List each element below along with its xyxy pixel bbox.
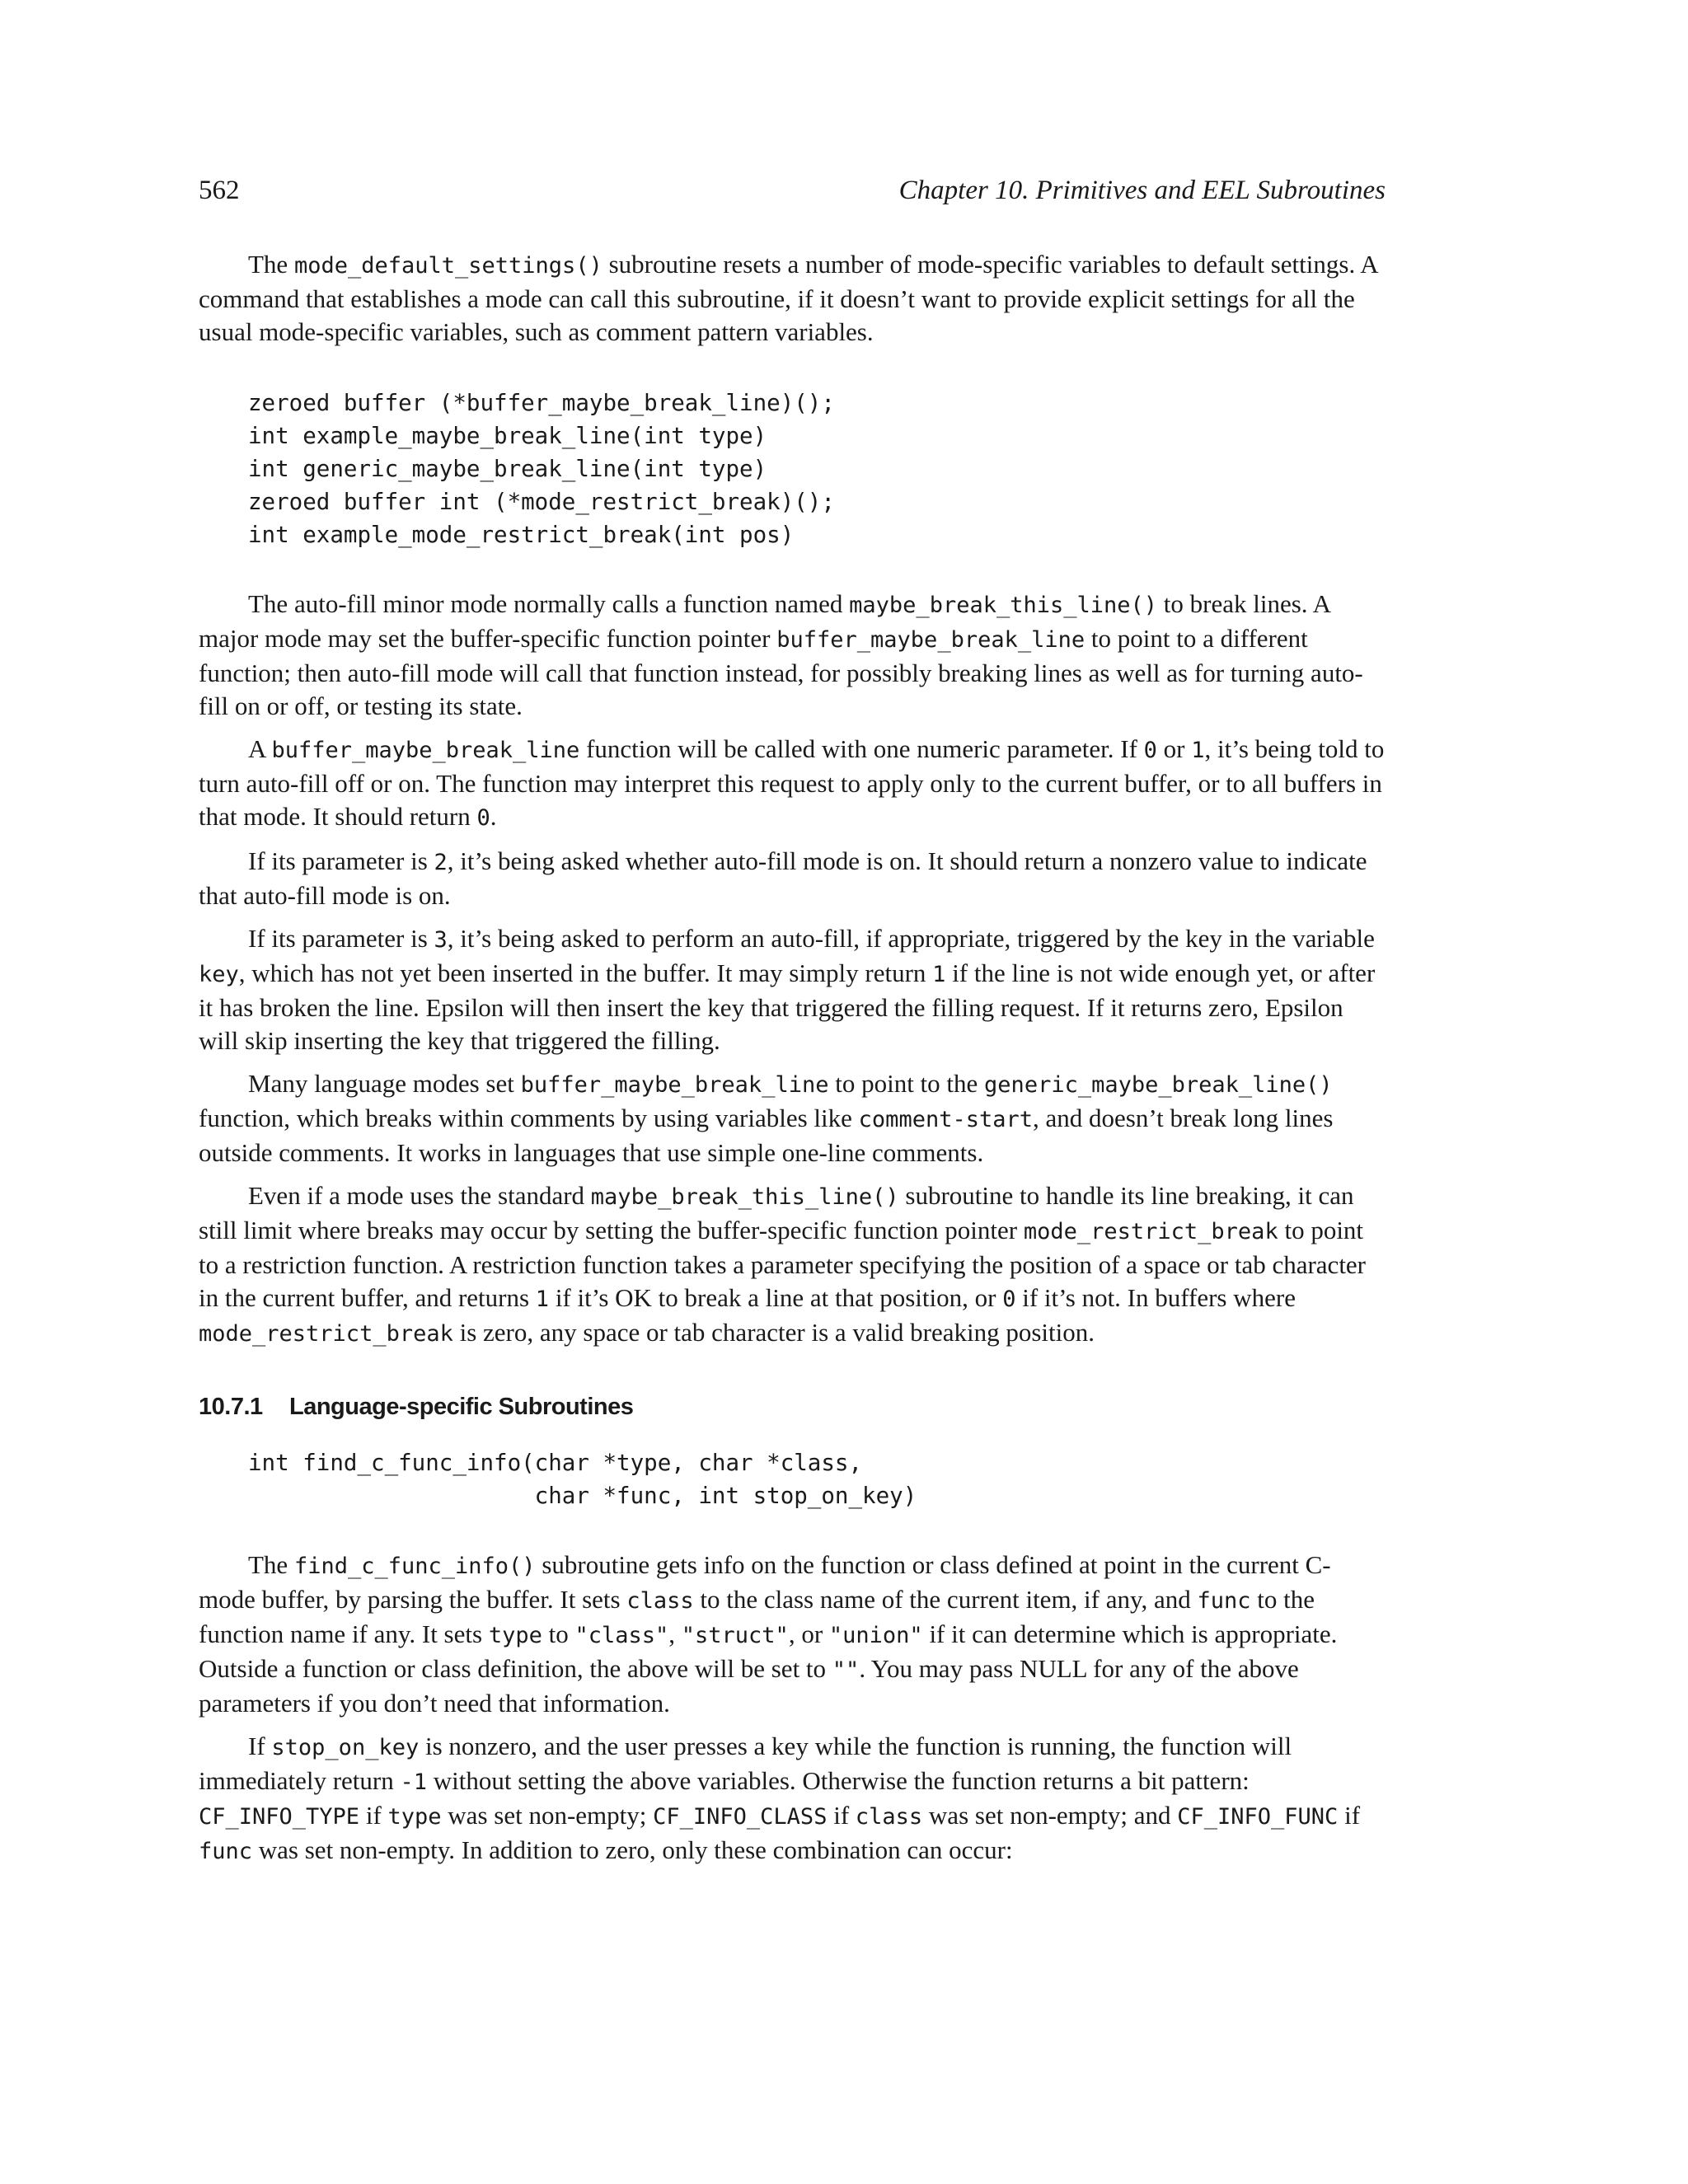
inline-code: buffer_maybe_break_line: [776, 627, 1085, 653]
inline-code: class: [855, 1804, 923, 1830]
text-run: to break lines. A major mode may set the buffer-specific function pointer: [199, 589, 1330, 653]
text-run: subroutine to handle its line breaking, it can still limit where breaks may occur by setting the buffer-specific function pointer: [199, 1181, 1354, 1244]
text-run: , or: [788, 1619, 829, 1648]
inline-code: mode_default_settings(): [293, 253, 603, 279]
text-run: , it’s being asked whether auto-fill mode is on. It should return a nonzero value to indicate that auto-fill mode is on.: [199, 846, 1367, 910]
text-run: , it’s being asked to perform an auto-fill, if appropriate, triggered by the key in the variable: [447, 924, 1375, 953]
document-page: [199, 169, 1386, 1878]
inline-code: CF_INFO_TYPE: [199, 1804, 360, 1830]
text-run: if it can determine which is appropriate. Outside a function or class definition, the above will be set to: [199, 1619, 1338, 1683]
text-run: The auto-fill minor mode normally calls a function named: [248, 589, 850, 618]
inline-code: 2: [434, 850, 448, 875]
text-run: if it’s OK to break a line at that position, or: [549, 1283, 1003, 1312]
text-run: without setting the above variables. Otherwise the function returns a bit pattern:: [427, 1766, 1250, 1795]
body-paragraph: [199, 588, 1386, 723]
inline-code: CF_INFO_FUNC: [1177, 1804, 1339, 1830]
text-run: Even if a mode uses the standard: [248, 1181, 591, 1210]
chapter-title: Chapter 10. Primitives and EEL Subroutines: [898, 176, 1386, 205]
inline-code: maybe_break_this_line(): [590, 1184, 899, 1210]
text-run: to point to a different function; then auto-fill mode will call that function instead, for possibly breaking lines as well as for turning auto-fill on or off, or testing its state.: [199, 624, 1363, 720]
text-run: If: [248, 1732, 272, 1760]
inline-code: class: [626, 1588, 694, 1614]
auto-fill-paragraphs: [199, 588, 1386, 1351]
text-run: If its parameter is: [248, 846, 434, 875]
inline-code: maybe_break_this_line(): [849, 593, 1158, 618]
text-run: or: [1156, 734, 1192, 763]
find-c-func-info-paragraphs: [199, 1549, 1386, 1868]
text-run: to the class name of the current item, if any, and: [693, 1585, 1198, 1614]
text-run: Many language modes set: [248, 1069, 521, 1098]
text-run: is zero, any space or tab character is a valid breaking position.: [452, 1318, 1095, 1347]
text-run: was set non-empty;: [441, 1801, 654, 1830]
body-paragraph: [199, 1730, 1386, 1868]
text-run: The: [248, 1550, 294, 1579]
inline-code: mode_restrict_break: [199, 1321, 453, 1347]
code-line: int example_mode_restrict_break(int pos): [248, 522, 795, 548]
text-run: . You may pass NULL for any of the above parameters if you don’t need that information.: [199, 1654, 1299, 1718]
text-run: is nonzero, and the user presses a key while the function is running, the function will immediately return: [199, 1732, 1292, 1795]
inline-code: "class": [574, 1623, 669, 1648]
body-paragraph: [199, 1179, 1386, 1351]
text-run: , and doesn’t break long lines outside comments. It works in languages that use simple one-line comments.: [199, 1104, 1334, 1167]
text-run: , it’s being told to turn auto-fill off or on. The function may interpret this request to apply only to the current buffer, or to all buffers in that mode. It should return: [199, 734, 1385, 831]
text-run: to: [542, 1619, 575, 1648]
code-block-find-c-func-info: [199, 1446, 1386, 1512]
inline-code: 1: [1191, 738, 1205, 763]
inline-code: func: [1197, 1588, 1251, 1614]
code-line: int example_maybe_break_line(int type): [248, 423, 767, 449]
text-run: , which has not yet been inserted in the buffer. It may simply return: [238, 958, 933, 987]
text-run: was set non-empty. In addition to zero, only these combination can occur:: [252, 1835, 1013, 1864]
inline-code: buffer_maybe_break_line: [271, 738, 580, 763]
code-line: char *func, int stop_on_key): [248, 1483, 917, 1509]
text-run: if: [1338, 1801, 1361, 1830]
inline-code: comment-start: [858, 1107, 1033, 1132]
text-run: if it’s not. In buffers where: [1015, 1283, 1296, 1312]
body-paragraph: [199, 733, 1386, 835]
text-run: if the line is not wide enough yet, or after it has broken the line. Epsilon will then insert the key that triggered the filling request. If it returns zero, Epsilon will skip inserting the key that triggered the filling.: [199, 958, 1376, 1055]
text-run: if: [827, 1801, 856, 1830]
section-number: 10.7.1: [199, 1394, 263, 1420]
inline-code: 0: [476, 805, 490, 831]
text-run: The: [248, 250, 294, 279]
text-run: to the function name if any. It sets: [199, 1585, 1315, 1648]
text-run: if: [359, 1801, 388, 1830]
text-run: to point to the: [828, 1069, 985, 1098]
inline-code: func: [199, 1839, 253, 1864]
inline-code: 3: [434, 927, 448, 953]
section-title: Language-specific Subroutines: [289, 1394, 634, 1420]
inline-code: 0: [1143, 738, 1157, 763]
body-paragraph: [199, 922, 1386, 1057]
page-number: 562: [199, 176, 240, 205]
inline-code: buffer_maybe_break_line: [520, 1072, 829, 1098]
text-run: was set non-empty; and: [922, 1801, 1178, 1830]
code-line: zeroed buffer (*buffer_maybe_break_line)();: [248, 390, 835, 416]
inline-code: type: [488, 1623, 542, 1648]
intro-paragraph: [199, 248, 1386, 349]
inline-code: mode_restrict_break: [1023, 1219, 1278, 1244]
text-run: subroutine resets a number of mode-specific variables to default settings. A command that establishes a mode can call this subroutine, if it doesn’t want to provide explicit settings for all the usual mode-specific variables, such as comment pattern variables.: [199, 250, 1377, 346]
code-block-declarations: [199, 387, 1386, 551]
inline-code: 0: [1002, 1286, 1016, 1312]
inline-code: -1: [400, 1769, 427, 1795]
text-run: .: [490, 802, 497, 831]
inline-code: CF_INFO_CLASS: [653, 1804, 828, 1830]
inline-code: "struct": [681, 1623, 789, 1648]
text-run: ,: [668, 1619, 682, 1648]
code-line: zeroed buffer int (*mode_restrict_break)();: [248, 489, 835, 515]
body-paragraph: [199, 1549, 1386, 1720]
text-run: function will be called with one numeric parameter. If: [579, 734, 1144, 763]
running-head: [199, 169, 1386, 212]
section-heading: [199, 1390, 1386, 1423]
code-line: int generic_maybe_break_line(int type): [248, 456, 767, 482]
inline-code: find_c_func_info(): [293, 1554, 536, 1579]
inline-code: 1: [932, 962, 946, 987]
inline-code: 1: [535, 1286, 550, 1312]
inline-code: generic_maybe_break_line(): [984, 1072, 1333, 1098]
inline-code: type: [387, 1804, 442, 1830]
text-run: If its parameter is: [248, 924, 434, 953]
body-paragraph: [199, 1067, 1386, 1169]
inline-code: stop_on_key: [271, 1735, 420, 1760]
inline-code: key: [199, 962, 239, 987]
body-paragraph: [199, 845, 1386, 912]
inline-code: "": [832, 1657, 860, 1683]
code-line: int find_c_func_info(char *type, char *class,: [248, 1450, 863, 1476]
text-run: A: [248, 734, 272, 763]
text-run: subroutine gets info on the function or class defined at point in the current C-mode buffer, by parsing the buffer. It sets: [199, 1550, 1331, 1614]
inline-code: "union": [828, 1623, 923, 1648]
text-run: function, which breaks within comments by using variables like: [199, 1104, 859, 1132]
text-run: to point to a restriction function. A restriction function takes a parameter specifying the position of a space or tab character in the current buffer, and returns: [199, 1216, 1367, 1312]
